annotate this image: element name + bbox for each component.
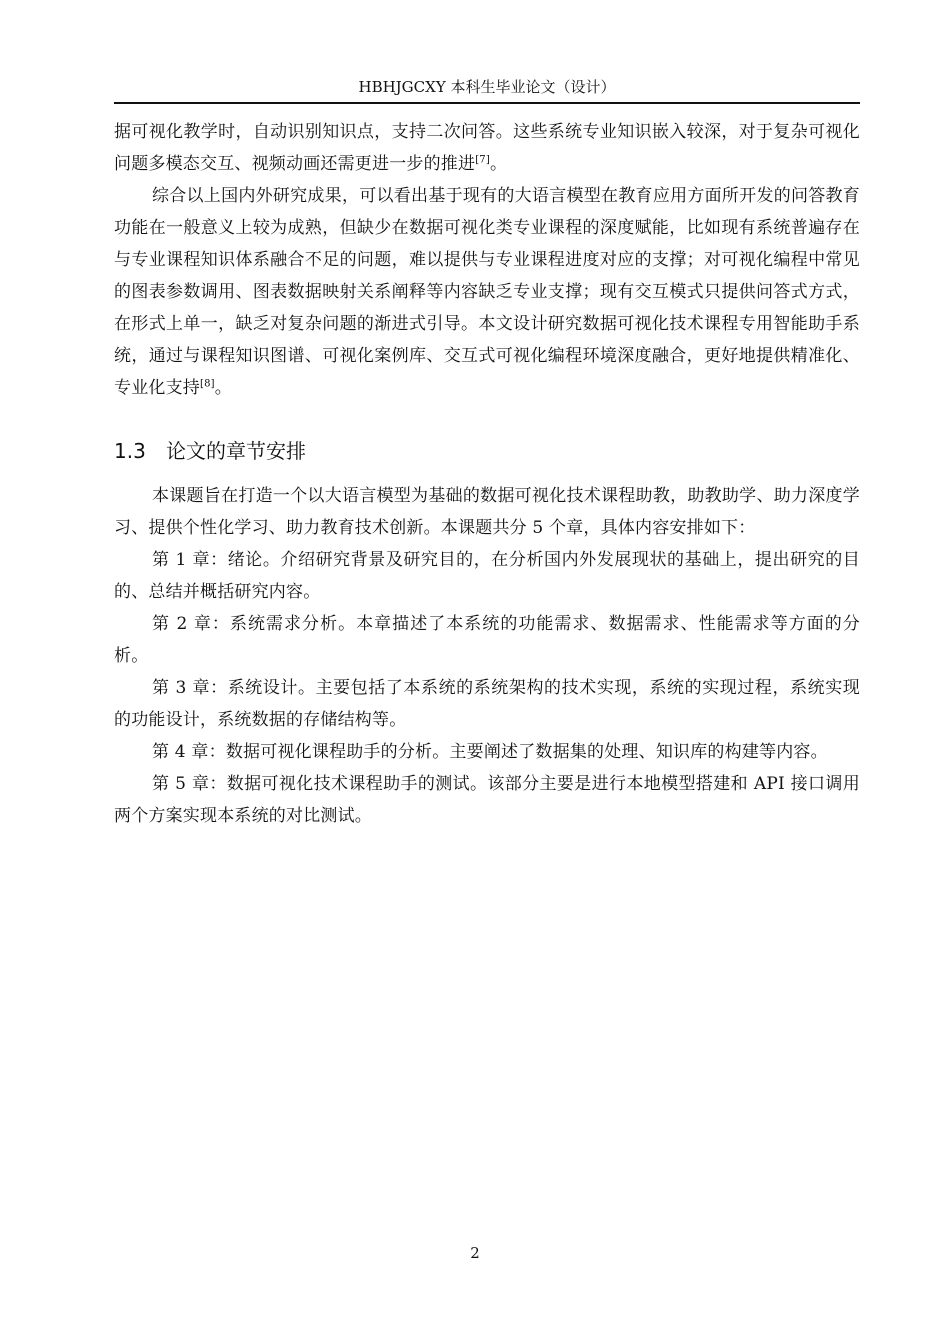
section-title: 论文的章节安排 — [166, 439, 306, 463]
paragraph-text: 综合以上国内外研究成果，可以看出基于现有的大语言模型在教育应用方面所开发的问答教育功能在一般意义上较为成熟，但缺少在数据可视化类专业课程的深度赋能，比如现有系统普遍存在与专业课程知识体系融合不足的问题，难以提供与专业课程进度对应的支撑；对可视化编程中常见的图表参数调用、图表数据映射关系阐释等内容缺乏专业支撑；现有交互模式只提供问答式方式，在形式上单一，缺乏对复杂问题的渐进式引导。本文设计研究数据可视化技术课程专用智能助手系统，通过与课程知识图谱、可视化案例库、交互式可视化编程环境深度融合，更好地提供精准化、专业化支持 — [114, 186, 860, 398]
paragraph-chapter-3: 第 3 章：系统设计。主要包括了本系统的系统架构的技术实现，系统的实现过程，系统实现的功能设计，系统数据的存储结构等。 — [114, 678, 860, 730]
paragraph-chapter-2: 第 2 章：系统需求分析。本章描述了本系统的功能需求、数据需求、性能需求等方面的分析。 — [114, 614, 860, 666]
section-number: 1.3 — [114, 439, 146, 463]
citation-ref: [8] — [200, 378, 215, 390]
paragraph-end: 。 — [214, 378, 232, 398]
paragraph-text: 据可视化教学时，自动识别知识点，支持二次问答。这些系统专业知识嵌入较深，对于复杂可视化问题多模态交互、视频动画还需更进一步的推进 — [114, 122, 860, 174]
paragraph-chapter-5: 第 5 章：数据可视化技术课程助手的测试。该部分主要是进行本地模型搭建和 API 接口调用两个方案实现本系统的对比测试。 — [114, 774, 860, 826]
paragraph-continued — [114, 116, 860, 180]
paragraph-end: 。 — [489, 154, 508, 174]
paragraph-intro: 本课题旨在打造一个以大语言模型为基础的数据可视化技术课程助教，助教助学、助力深度学习、提供个性化学习、助力教育技术创新。本课题共分 5 个章，具体内容安排如下： — [114, 486, 860, 538]
page-number: 2 — [470, 1244, 480, 1262]
citation-ref: [7] — [475, 154, 490, 166]
section-heading — [114, 436, 860, 466]
document-body — [114, 116, 860, 832]
paragraph-chapter-4: 第 4 章：数据可视化课程助手的分析。主要阐述了数据集的处理、知识库的构建等内容。 — [152, 742, 828, 762]
header-title: HBHJGCXY 本科生毕业论文（设计） — [358, 78, 616, 96]
paragraph-chapter-1: 第 1 章：绪论。介绍研究背景及研究目的，在分析国内外发展现状的基础上，提出研究的目的、总结并概括研究内容。 — [114, 550, 860, 602]
page-header — [114, 76, 860, 104]
paragraph-summary — [114, 180, 860, 404]
